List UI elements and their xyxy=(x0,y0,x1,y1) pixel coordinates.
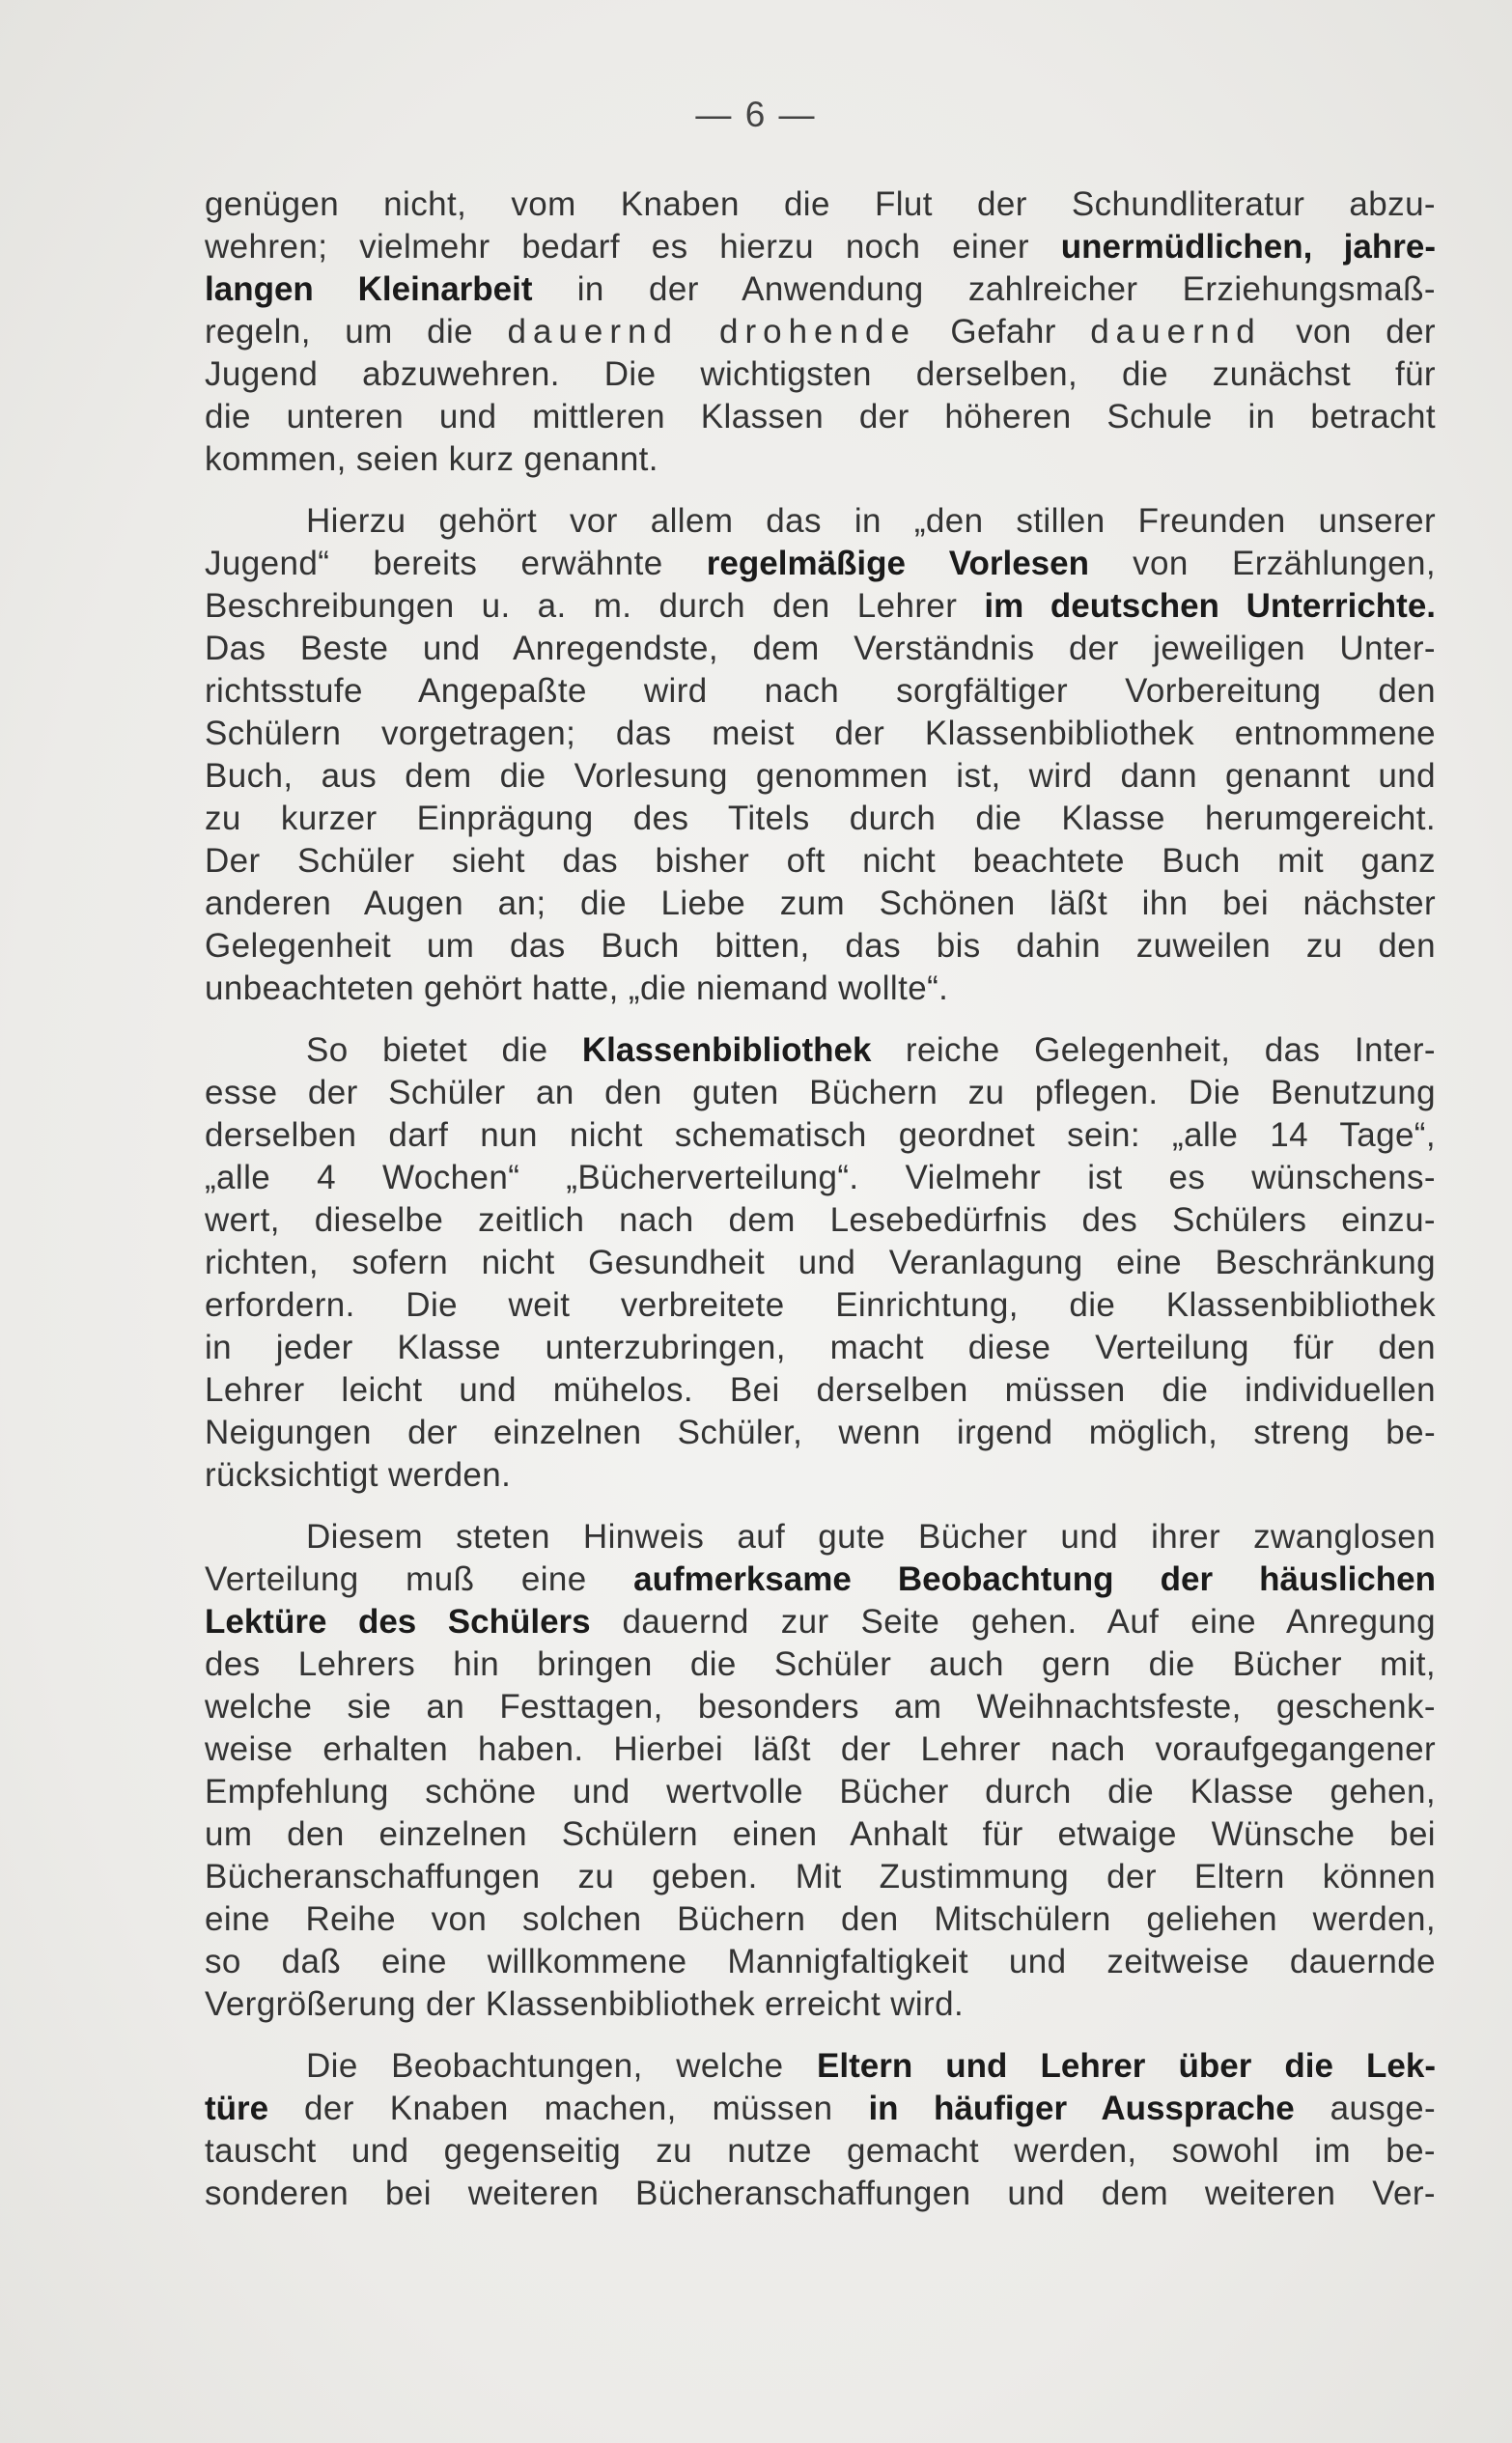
text-line: Schülern vorgetragen; das meist der Klassenbibliothek entnommene xyxy=(205,715,1436,752)
text-line: so daß eine willkommene Mannigfaltigkeit und zeitweise dauernde xyxy=(205,1943,1436,1980)
text-line xyxy=(205,2088,1436,2130)
emphasis: langen Kleinarbeit xyxy=(205,270,533,308)
text-line: Vergrößerung der Klassenbibliothek erreicht wird. xyxy=(205,1985,965,2023)
text-line: Das Beste und Anregendste, dem Verständnis der jeweiligen Unter- xyxy=(205,630,1436,667)
emphasis: im deutschen Unterrichte. xyxy=(984,587,1437,625)
emphasis: regelmäßige Vorlesen xyxy=(706,545,1089,582)
text-line: rücksichtigt werden. xyxy=(205,1456,512,1494)
text-line: Neigungen der einzelnen Schüler, wenn irgend möglich, streng be- xyxy=(205,1414,1436,1451)
text-run: Verteilung muß eine xyxy=(205,1560,634,1598)
paragraph-2 xyxy=(205,500,1436,1010)
text-run: wehren; vielmehr bedarf es hierzu noch einer xyxy=(205,228,1061,266)
text-run: von der xyxy=(1261,313,1436,351)
text-line xyxy=(205,2045,1436,2088)
emphasis: Klassenbibliothek xyxy=(581,1031,872,1069)
text-line: esse der Schüler an den guten Büchern zu pflegen. Die Benutzung xyxy=(205,1074,1436,1111)
text-line: Der Schüler sieht das bisher oft nicht beachtete Buch mit ganz xyxy=(205,842,1436,880)
text-line: des Lehrers hin bringen die Schüler auch gern die Bücher mit, xyxy=(205,1645,1436,1683)
paragraph-3 xyxy=(205,1029,1436,1497)
text-line: unbeachteten gehört hatte, „die niemand wollte“. xyxy=(205,969,949,1007)
text-run: von Erzählungen, xyxy=(1089,545,1437,582)
text-line: die unteren und mittleren Klassen der höheren Schule in betracht xyxy=(205,398,1436,435)
text-line xyxy=(205,226,1436,268)
text-line: Gelegenheit um das Buch bitten, das bis dahin zuweilen zu den xyxy=(205,927,1436,965)
text-line: um den einzelnen Schülern einen Anhalt für etwaige Wünsche bei xyxy=(205,1815,1436,1853)
emphasis: Lektüre des Schülers xyxy=(205,1603,591,1641)
text-line: weise erhalten haben. Hierbei läßt der Lehrer nach voraufgegangener xyxy=(205,1730,1436,1768)
emphasis: türe xyxy=(205,2090,269,2127)
spaced-emphasis: dauernd xyxy=(1090,313,1262,351)
text-line: Empfehlung schöne und wertvolle Bücher durch die Klasse gehen, xyxy=(205,1773,1436,1811)
emphasis: in häufiger Aussprache xyxy=(868,2090,1295,2127)
spaced-emphasis: dauernd drohende xyxy=(507,313,916,351)
text-run: Die Beobachtungen, welche xyxy=(306,2047,818,2085)
text-line xyxy=(205,1029,1436,1072)
text-line: richten, sofern nicht Gesundheit und Veranlagung eine Beschränkung xyxy=(205,1244,1436,1281)
text-run: Beschreibungen u. a. m. durch den Lehrer xyxy=(205,587,985,625)
text-line: tauscht und gegenseitig zu nutze gemacht werden, sowohl im be- xyxy=(205,2132,1436,2170)
text-run: in der Anwendung zahlreicher Erziehungsmaß- xyxy=(532,270,1436,308)
text-line: kommen, seien kurz genannt. xyxy=(205,440,658,478)
emphasis: aufmerksame Beobachtung der häuslichen xyxy=(633,1560,1436,1598)
paragraph-1 xyxy=(205,183,1436,481)
text-line: wert, dieselbe zeitlich nach dem Lesebedürfnis des Schülers einzu- xyxy=(205,1201,1436,1239)
text-run: regeln, um die xyxy=(205,313,508,351)
text-line: richtsstufe Angepaßte wird nach sorgfältiger Vorbereitung den xyxy=(205,672,1436,710)
text-run: ausge- xyxy=(1294,2090,1436,2127)
text-line: anderen Augen an; die Liebe zum Schönen läßt ihn bei nächster xyxy=(205,885,1436,922)
emphasis: Eltern und Lehrer über die Lek- xyxy=(817,2047,1436,2085)
text-line: welche sie an Festtagen, besonders am Weihnachtsfeste, geschenk- xyxy=(205,1688,1436,1726)
text-line: eine Reihe von solchen Büchern den Mitschülern geliehen werden, xyxy=(205,1900,1436,1938)
page-number: — 6 — xyxy=(695,95,817,134)
text-run: Gefahr xyxy=(915,313,1091,351)
text-line: in jeder Klasse unterzubringen, macht diese Verteilung für den xyxy=(205,1329,1436,1366)
text-line xyxy=(205,543,1436,585)
paragraph-5 xyxy=(205,2045,1436,2215)
text-line xyxy=(205,1558,1436,1601)
text-line xyxy=(205,1601,1436,1643)
text-run: reiche Gelegenheit, das Inter- xyxy=(871,1031,1436,1069)
text-run: So bietet die xyxy=(306,1031,582,1069)
text-line: Lehrer leicht und mühelos. Bei derselben müssen die individuellen xyxy=(205,1371,1436,1409)
text-run: Jugend“ bereits erwähnte xyxy=(205,545,707,582)
text-line: erfordern. Die weit verbreitete Einrichtung, die Klassenbibliothek xyxy=(205,1286,1436,1324)
text-line: sonderen bei weiteren Bücheranschaffungen und dem weiteren Ver- xyxy=(205,2175,1436,2212)
text-line xyxy=(205,268,1436,311)
text-line xyxy=(205,311,1436,353)
text-line: Buch, aus dem die Vorlesung genommen ist, wird dann genannt und xyxy=(205,757,1436,795)
text-line: genügen nicht, vom Knaben die Flut der Schundliteratur abzu- xyxy=(205,185,1436,223)
text-line xyxy=(205,585,1436,628)
text-line: Jugend abzuwehren. Die wichtigsten derselben, die zunächst für xyxy=(205,355,1436,393)
text-line: Bücheranschaffungen zu geben. Mit Zustimmung der Eltern können xyxy=(205,1858,1436,1895)
emphasis: unermüdlichen, jahre- xyxy=(1060,228,1436,266)
text-run: dauernd zur Seite gehen. Auf eine Anregung xyxy=(590,1603,1436,1641)
text-line: Diesem steten Hinweis auf gute Bücher und ihrer zwanglosen xyxy=(306,1518,1436,1556)
text-line: zu kurzer Einprägung des Titels durch die Klasse herumgereicht. xyxy=(205,800,1436,837)
text-line: Hierzu gehört vor allem das in „den stillen Freunden unserer xyxy=(306,502,1436,540)
paragraph-4 xyxy=(205,1516,1436,2026)
text-run: der Knaben machen, müssen xyxy=(268,2090,869,2127)
text-line: „alle 4 Wochen“ „Bücherverteilung“. Vielmehr ist es wünschens- xyxy=(205,1159,1436,1196)
text-line: derselben darf nun nicht schematisch geordnet sein: „alle 14 Tage“, xyxy=(205,1116,1436,1154)
body-text xyxy=(205,183,1436,2215)
